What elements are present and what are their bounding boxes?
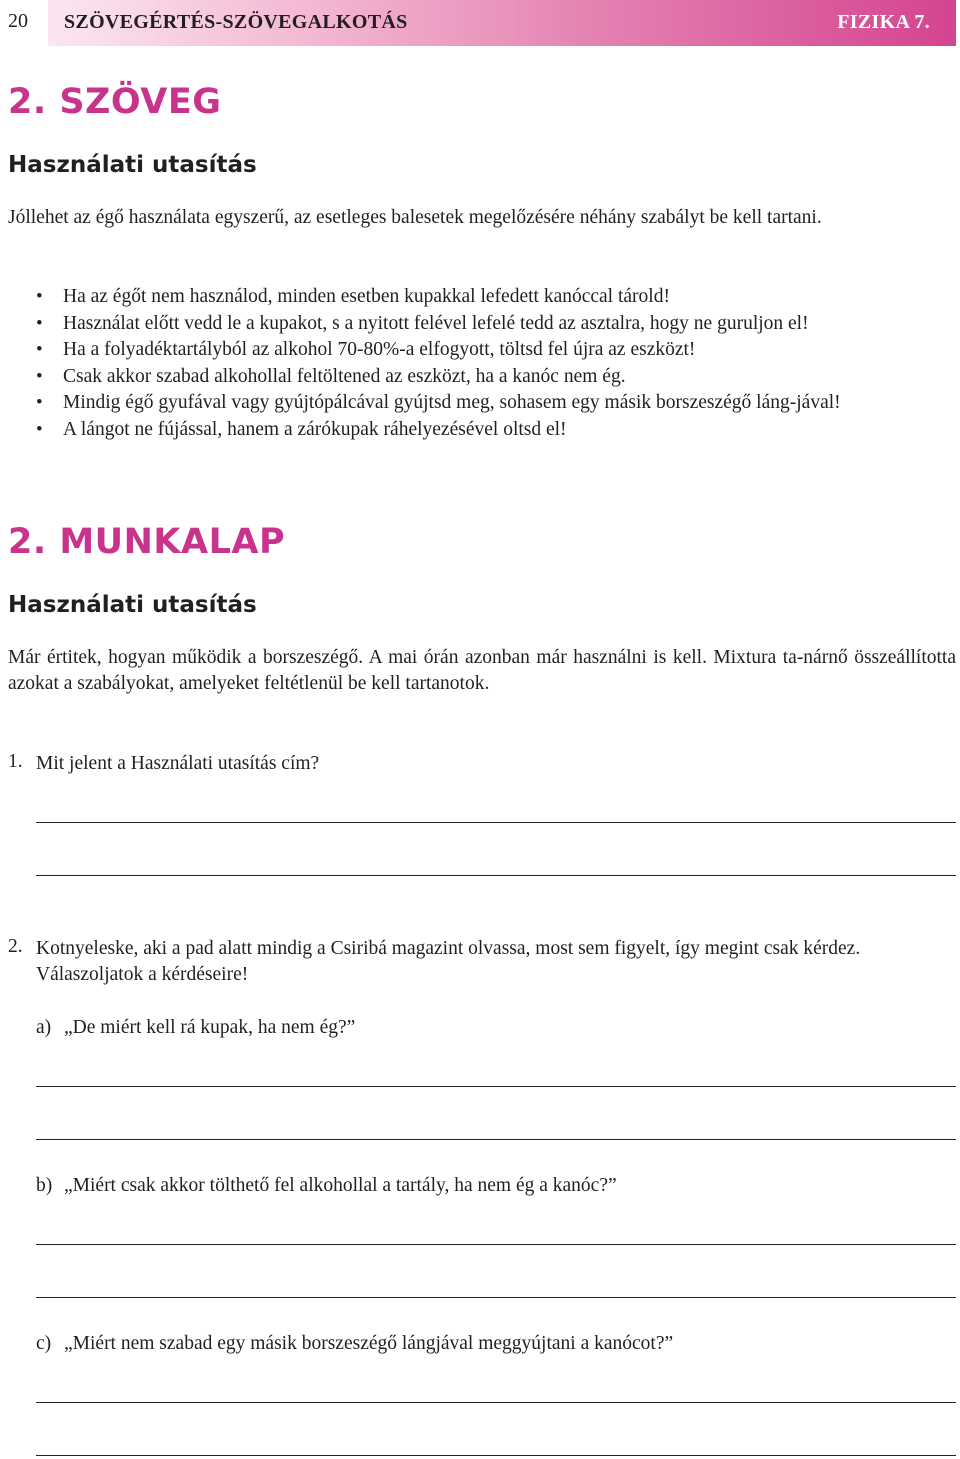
header-title: SZÖVEGÉRTÉS-SZÖVEGALKOTÁS	[64, 11, 408, 33]
bullet-icon: •	[36, 339, 43, 360]
sub-question-c-text: „Miért nem szabad egy másik borszeszégő lángjával meggyújtani a kanócot?”	[64, 1333, 674, 1354]
list-item	[0, 417, 956, 444]
question-2-text: Kotnyeleske, aki a pad alatt mindig a Csiribá magazint olvassa, most sem figyelt, így megint csak kérdez. Válaszoljatok a kérdéseire!	[36, 938, 861, 985]
answer-line[interactable]	[36, 1297, 956, 1298]
sub-question-label: c)	[36, 1333, 52, 1354]
worksheet-subtitle: Használati utasítás	[8, 592, 257, 618]
list-item	[0, 284, 956, 311]
rule-text: Mindig égő gyufával vagy gyújtópálcával gyújtsd meg, sohasem egy másik borszeszégő láng-jával!	[63, 392, 841, 413]
rule-text: Ha a folyadéktartályból az alkohol 70-80%-a elfogyott, töltsd fel újra az eszközt!	[63, 339, 696, 360]
bullet-icon: •	[36, 312, 43, 334]
list-item	[0, 337, 956, 364]
answer-line[interactable]	[36, 1455, 956, 1456]
worksheet-intro: Már értitek, hogyan működik a borszeszégő. A mai órán azonban már használni is kell. Mixtura ta-nárnő összeállította azokat a szabályokat, amelyeket feltétlenül be kell tartanotok.	[8, 647, 956, 694]
rule-text: Csak akkor szabad alkohollal feltöltened az eszközt, ha a kanóc nem ég.	[63, 365, 626, 387]
answer-line[interactable]	[36, 1402, 956, 1403]
intro-paragraph: Jóllehet az égő használata egyszerű, az esetleges balesetek megelőzésére néhány szabályt be kell tartani.	[8, 207, 822, 228]
rule-text: Használat előtt vedd le a kupakot, s a nyitott felével lefelé tedd az asztalra, hogy ne guruljon el!	[63, 312, 809, 334]
sub-question-label: a)	[36, 1017, 52, 1038]
answer-line[interactable]	[36, 1139, 956, 1140]
list-item	[0, 390, 956, 417]
bullet-icon: •	[36, 392, 43, 413]
list-item	[0, 364, 956, 391]
answer-line[interactable]	[36, 1086, 956, 1087]
rule-text: A lángot ne fújással, hanem a zárókupak ráhelyezésével oltsd el!	[63, 418, 567, 440]
rules-list	[0, 284, 960, 443]
answer-line[interactable]	[36, 1244, 956, 1245]
question-1-text: Mit jelent a Használati utasítás cím?	[36, 753, 320, 774]
section-title-szoveg: 2. SZÖVEG	[8, 82, 222, 122]
sub-question-b-text: „Miért csak akkor tölthető fel alkohollal a tartály, ha nem ég a kanóc?”	[64, 1175, 617, 1196]
page-header	[0, 0, 960, 46]
bullet-icon: •	[36, 365, 43, 387]
question-number: 1.	[8, 751, 23, 772]
bullet-icon: •	[36, 286, 43, 307]
page-number: 20	[8, 10, 28, 32]
answer-line[interactable]	[36, 822, 956, 823]
section-subtitle: Használati utasítás	[8, 152, 257, 178]
answer-line[interactable]	[36, 875, 956, 876]
rule-text: Ha az égőt nem használod, minden esetben kupakkal lefedett kanóccal tárold!	[63, 286, 670, 307]
list-item	[0, 311, 956, 338]
bullet-icon: •	[36, 418, 43, 440]
question-number: 2.	[8, 936, 23, 957]
sub-question-a-text: „De miért kell rá kupak, ha nem ég?”	[64, 1017, 356, 1038]
header-subject: FIZIKA 7.	[837, 11, 930, 33]
section-title-munkalap: 2. MUNKALAP	[8, 522, 286, 562]
sub-question-label: b)	[36, 1175, 53, 1196]
